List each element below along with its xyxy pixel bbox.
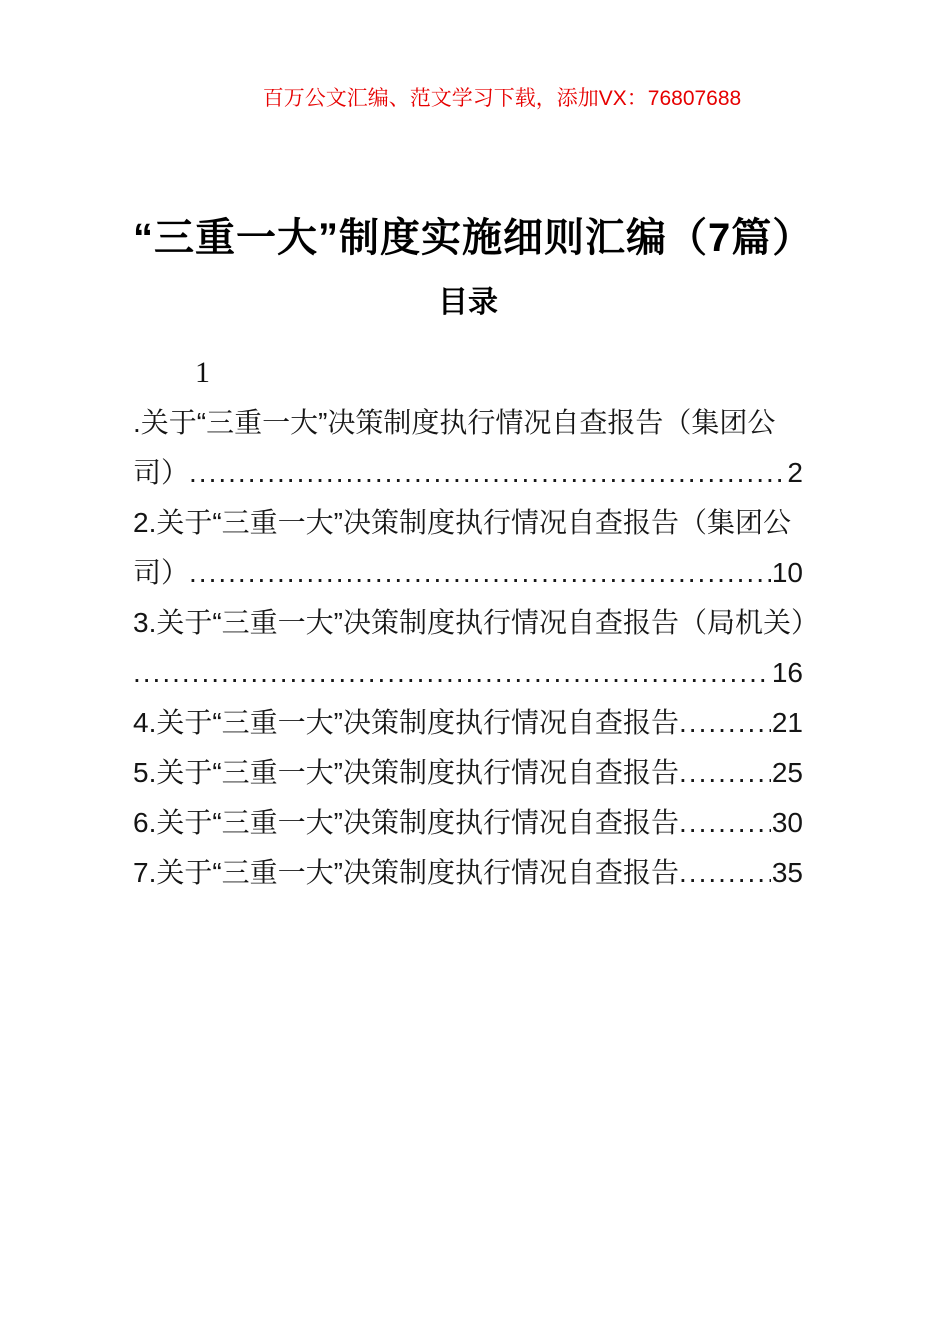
stray-entry-number: 1 (195, 356, 210, 389)
promo-notice: 百万公文汇编、范文学习下载，添加VX：76807688 (262, 87, 742, 110)
table-of-contents (133, 348, 820, 898)
dot-leader (679, 698, 771, 748)
toc-entry-title: 6.关于“三重一大”决策制度执行情况自查报告 (133, 807, 680, 838)
toc-page-number: 16 (771, 657, 803, 688)
dot-leader (133, 648, 771, 698)
page-title: “三重一大”制度实施细则汇编（7篇） (133, 216, 814, 260)
toc-entry-title-tail: 司） (133, 557, 190, 588)
toc-entry-title-line: 2.关于“三重一大”决策制度执行情况自查报告（集团公 (133, 507, 792, 538)
toc-page-number: 2 (787, 457, 803, 488)
stray-number-line (133, 348, 803, 398)
toc-heading: 目录 (438, 286, 498, 319)
toc-entry-title-line: 3.关于“三重一大”决策制度执行情况自查报告（局机关） (133, 607, 820, 638)
toc-entry-leader-line (133, 448, 803, 498)
toc-entry[interactable] (133, 398, 803, 498)
toc-entry[interactable] (133, 748, 803, 798)
toc-entry[interactable] (133, 598, 820, 698)
toc-entry[interactable] (133, 848, 803, 898)
toc-page-number: 25 (771, 757, 803, 788)
dot-leader (189, 448, 786, 498)
toc-entry-title: 5.关于“三重一大”决策制度执行情况自查报告 (133, 757, 680, 788)
dot-leader (679, 848, 771, 898)
toc-entry-title: 4.关于“三重一大”决策制度执行情况自查报告 (133, 707, 680, 738)
toc-entry-title-tail: 司） (133, 457, 190, 488)
toc-page-number: 35 (771, 857, 803, 888)
toc-entry[interactable] (133, 698, 803, 748)
toc-page-number: 30 (771, 807, 803, 838)
toc-entry-leader-line (133, 648, 803, 698)
toc-entry[interactable] (133, 798, 803, 848)
dot-leader (189, 548, 771, 598)
toc-page-number: 10 (771, 557, 803, 588)
toc-entry[interactable] (133, 498, 803, 598)
toc-entry-title-line: .关于“三重一大”决策制度执行情况自查报告（集团公 (133, 407, 776, 438)
toc-entry-title: 7.关于“三重一大”决策制度执行情况自查报告 (133, 857, 680, 888)
dot-leader (679, 798, 771, 848)
toc-page-number: 21 (771, 707, 803, 738)
dot-leader (679, 748, 771, 798)
toc-entry-leader-line (133, 548, 803, 598)
